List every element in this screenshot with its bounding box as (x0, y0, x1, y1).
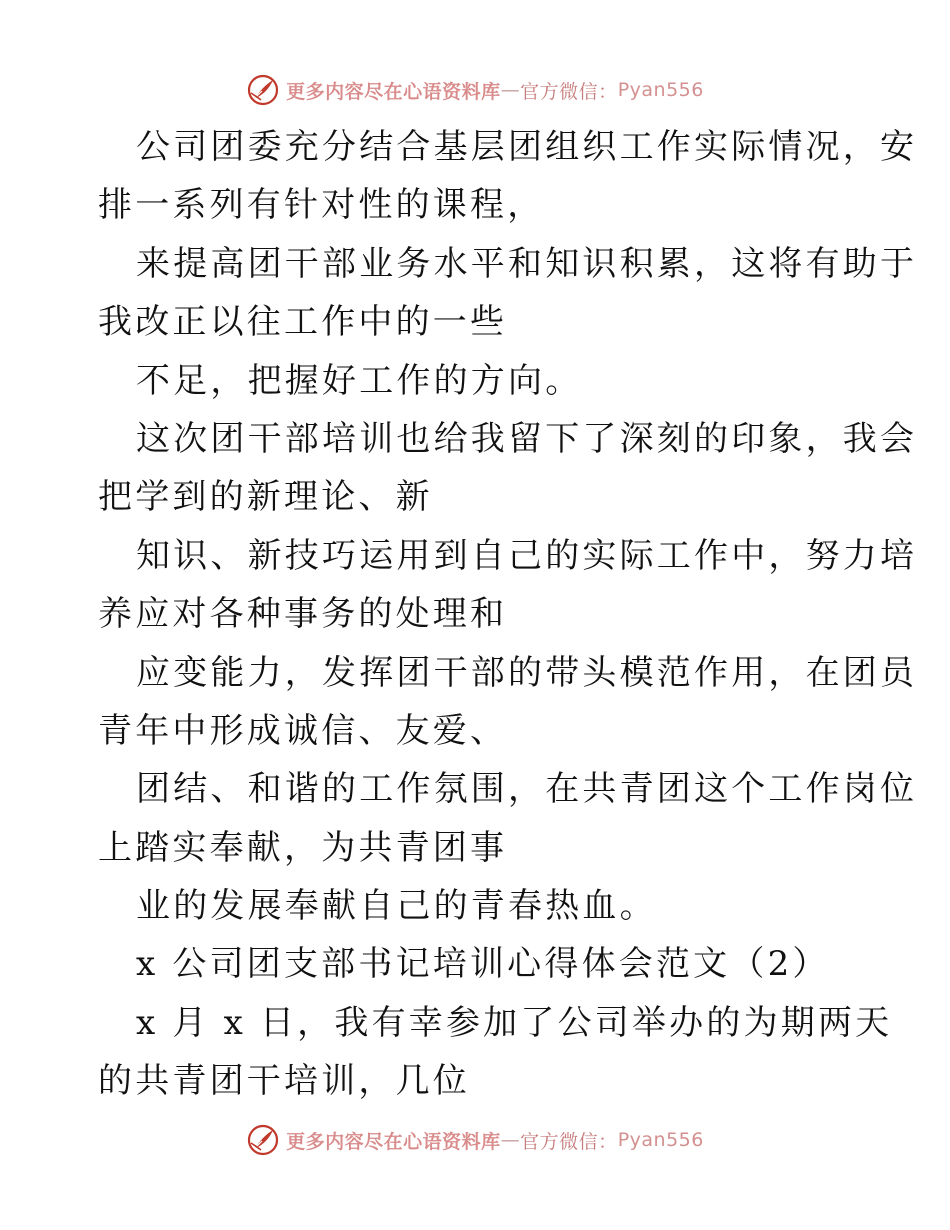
text-line: x 公司团支部书记培训心得体会范文（2） (136, 944, 830, 985)
banner-sub-text: 官方微信： (520, 80, 618, 103)
text-line: 养应对各种事务的处理和 (98, 594, 508, 635)
text-line: 知识、新技巧运用到自己的实际工作中，努力培 (136, 535, 918, 576)
text-line: 团结、和谐的工作氛围，在共青团这个工作岗位 (136, 769, 918, 810)
text-line: 青年中形成诚信、友爱、 (98, 710, 508, 751)
body-text (98, 118, 918, 1111)
text-line: 这次团干部培训也给我留下了深刻的印象，我会 (136, 418, 918, 459)
banner-wechat-id: Pyan556 (617, 1129, 704, 1151)
footer-banner (0, 1120, 950, 1160)
text-line: 的共青团干培训，几位 (98, 1061, 470, 1102)
text-line: 来提高团干部业务水平和知识积累，这将有助于 (136, 243, 918, 284)
text-line: x 月 x 日，我有幸参加了公司举办的为期两天 (136, 1002, 893, 1043)
banner-separator: — (500, 79, 521, 101)
text-line: 公司团委充分结合基层团组织工作实际情况，安 (136, 127, 918, 167)
banner-main-text: 更多内容尽在心语资料库 (286, 1130, 501, 1153)
quill-logo-icon (246, 1123, 280, 1157)
banner-sub-text: 官方微信： (520, 1130, 618, 1153)
banner-separator: — (500, 1129, 521, 1151)
text-line: 不足，把握好工作的方向。 (136, 360, 583, 401)
banner-wechat-id: Pyan556 (617, 79, 704, 101)
text-line: 上踏实奉献，为共青团事 (98, 827, 508, 868)
text-line: 应变能力，发挥团干部的带头模范作用，在团员 (136, 652, 918, 693)
banner-main-text: 更多内容尽在心语资料库 (286, 80, 501, 103)
header-banner (0, 70, 950, 110)
quill-logo-icon (246, 73, 280, 107)
text-line: 我改正以往工作中的一些 (98, 302, 508, 343)
text-line: 业的发展奉献自己的青春热血。 (136, 886, 657, 927)
text-line: 排一系列有针对性的课程， (98, 185, 545, 226)
text-line: 把学到的新理论、新 (98, 477, 433, 518)
